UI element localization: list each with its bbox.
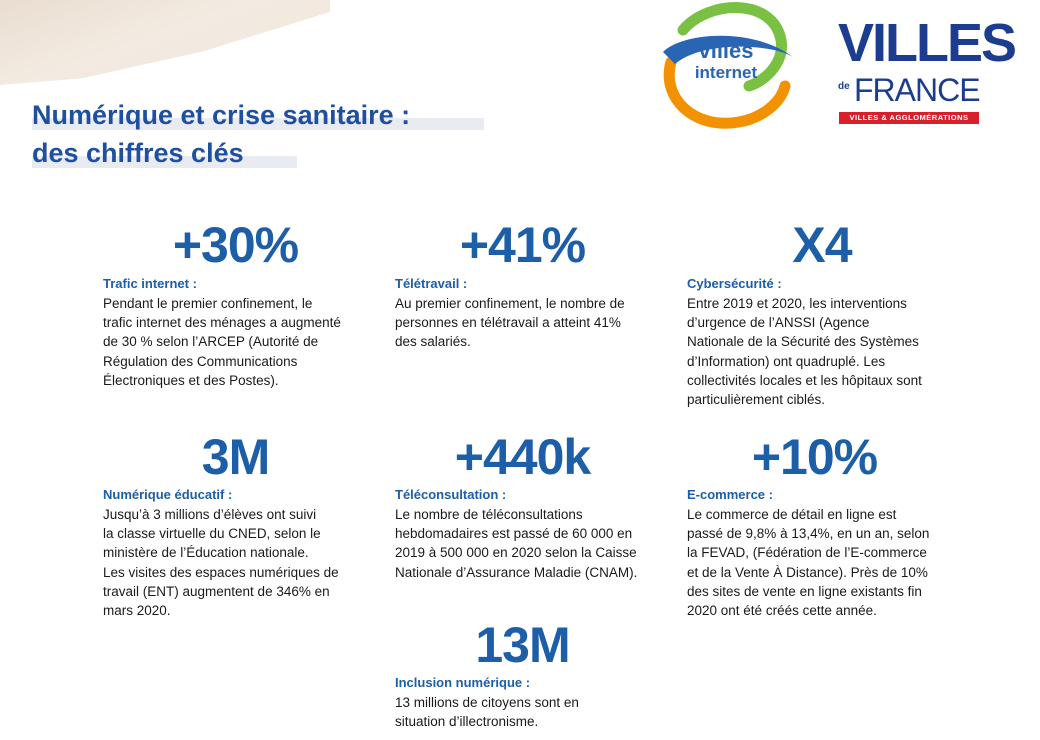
stat-e-commerce: [687, 429, 977, 620]
villes-internet-line2: internet: [694, 63, 758, 82]
stat-inclusion-numerique: [395, 617, 680, 731]
villes-internet-swoosh-icon: [653, 2, 803, 132]
stat-value: 13M: [475, 617, 570, 673]
stat-trafic-internet: [103, 217, 393, 390]
page-title: [32, 98, 484, 170]
header-photo: [0, 0, 330, 85]
stat-teletravail: [395, 217, 675, 352]
stat-description: 13 millions de citoyens sont en situation d’illectronisme.: [395, 695, 579, 730]
villes-de-france-logo: [838, 13, 1016, 128]
stat-value: +41%: [459, 217, 586, 273]
villes-internet-line1: villes: [698, 38, 754, 63]
stat-label: Téléconsultation :: [395, 487, 507, 502]
title-line-1: Numérique et crise sanitaire :: [32, 98, 484, 132]
stat-label: Télétravail :: [395, 276, 468, 291]
stat-description: Le nombre de téléconsultations hebdomadaires est passé de 60 000 en 2019 à 500 000 en 2020 selon la Caisse Nationale d’Assurance Maladie (CNAM).: [395, 507, 638, 580]
stat-description: Le commerce de détail en ligne est passé de 9,8% à 13,4%, en un an, selon la FEVAD, (Fédération de l’E-commerce et de la Vente À Distance). Près de 10% des sites de vente en ligne existants fin 2020 ont été créés cette année.: [687, 507, 930, 619]
stat-teleconsultation: [395, 429, 680, 582]
stat-value: 3M: [201, 429, 270, 485]
vf-villes-text: VILLES: [838, 13, 1016, 73]
stat-label: Numérique éducatif :: [103, 487, 233, 502]
title-line-2: des chiffres clés: [32, 136, 297, 170]
stat-label: E-commerce :: [687, 487, 773, 502]
stat-description: Entre 2019 et 2020, les interventions d’urgence de l’ANSSI (Agence Nationale de la Sécurité des Systèmes d’Information) ont quadruplé. Les collectivités locales et les hôpitaux sont particulièrement ciblés.: [687, 296, 922, 408]
stat-value: X4: [792, 217, 852, 273]
villes-internet-logo: [653, 2, 803, 132]
vf-france-text: FRANCE: [854, 72, 980, 108]
stat-description: Au premier confinement, le nombre de personnes en télétravail a atteint 41% des salariés.: [395, 296, 625, 350]
stat-label: Inclusion numérique :: [395, 675, 531, 690]
stat-label: Trafic internet :: [103, 276, 197, 291]
stat-label: Cybersécurité :: [687, 276, 782, 291]
vf-tagline: VILLES & AGGLOMÉRATIONS: [839, 112, 979, 124]
stat-cybersecurite: [687, 217, 977, 409]
stat-description: Pendant le premier confinement, le trafic internet des ménages a augmenté de 30 % selon l’ARCEP (Autorité de Régulation des Communications Électroniques et des Postes).: [103, 296, 341, 388]
stat-description: Jusqu’à 3 millions d’élèves ont suivi la classe virtuelle du CNED, selon le ministère de l’Éducation nationale. Les visites des espaces numériques de travail (ENT) augmentent de 346% en mars 2020.: [103, 507, 339, 619]
stat-numerique-educatif: [103, 429, 393, 620]
vf-de-text: de: [838, 81, 850, 92]
stat-value: +440k: [454, 429, 591, 485]
stat-value: +30%: [172, 217, 299, 273]
stat-value: +10%: [751, 429, 878, 485]
